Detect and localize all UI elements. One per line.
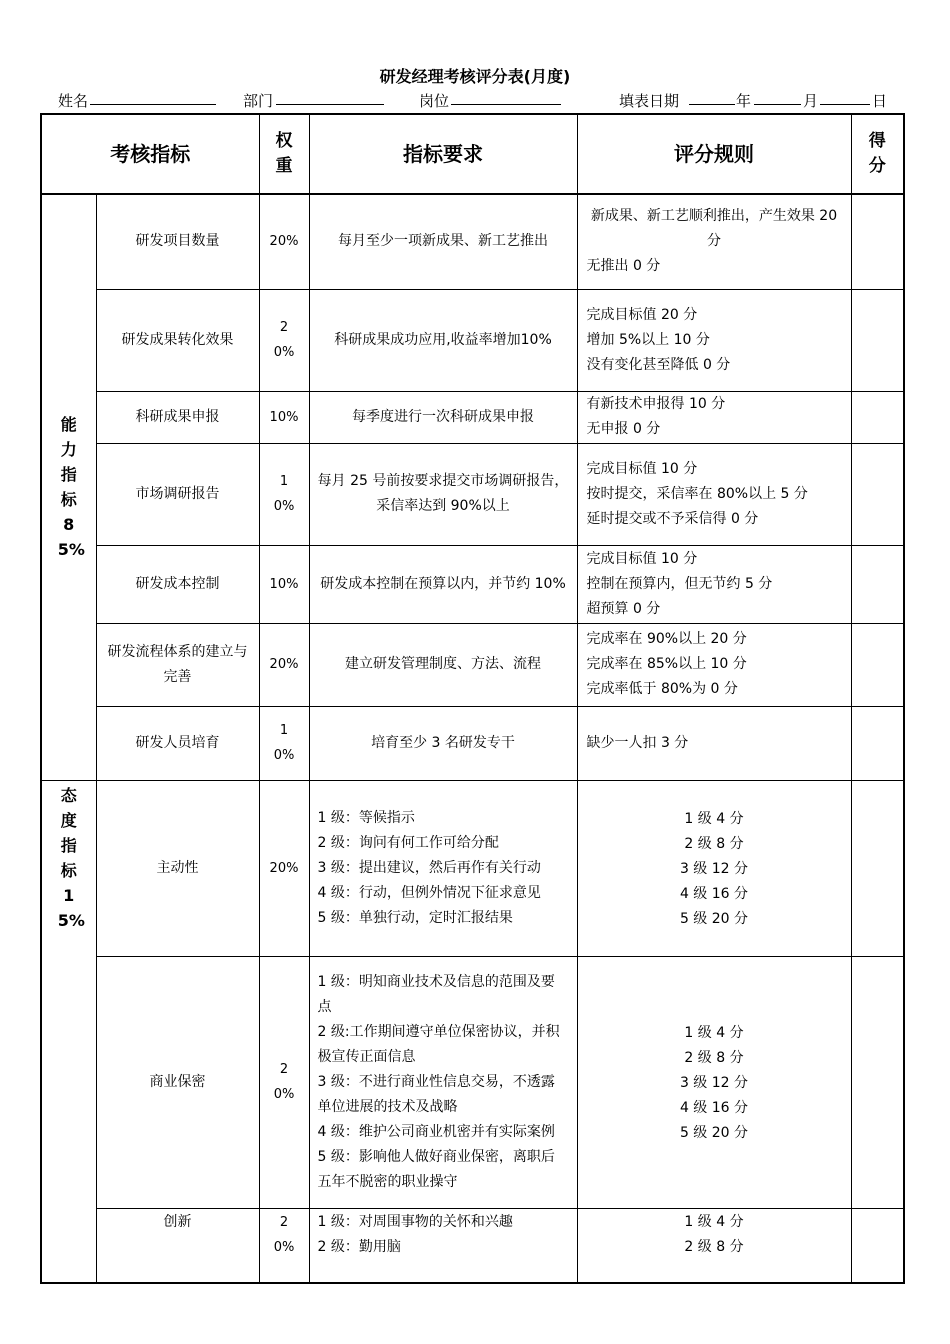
weight-cell: 20%	[259, 194, 309, 289]
requirement-cell	[309, 780, 577, 956]
rule-line: 2 级 8 分	[684, 1238, 744, 1255]
indicator-name: 研发人员培育	[96, 706, 259, 780]
level-line: 4 级：维护公司商业机密并有实际案例	[317, 1123, 555, 1140]
rule-line: 4 级 16 分	[679, 1099, 749, 1116]
table-row	[41, 545, 904, 623]
date-label: 填表日期	[619, 92, 680, 110]
table-row	[41, 391, 904, 443]
score-cell[interactable]	[851, 289, 904, 391]
year-label: 年	[736, 92, 752, 110]
header-indicator: 考核指标	[41, 114, 259, 194]
level-line: 4 级：行动，但例外情况下征求意见	[317, 884, 541, 901]
score-cell[interactable]	[851, 623, 904, 706]
weight-cell: 10%	[259, 443, 309, 545]
dept-field[interactable]	[276, 90, 384, 105]
requirement-cell	[309, 1208, 577, 1283]
rule-cell	[577, 391, 851, 443]
level-line: 3 级：不进行商业性信息交易，不透露单位进展的技术及战略	[317, 1073, 555, 1115]
requirement-cell	[309, 956, 577, 1208]
rule-line: 2 级 8 分	[684, 835, 744, 852]
evaluation-table	[40, 113, 905, 1284]
requirement-cell: 科研成果成功应用,收益率增加10%	[309, 289, 577, 391]
rule-cell	[577, 780, 851, 956]
post-label: 岗位	[419, 92, 450, 110]
table-row	[41, 443, 904, 545]
header-requirement: 指标要求	[309, 114, 577, 194]
rule-line: 完成率在 90%以上 20 分	[586, 631, 747, 647]
rule-line: 5 级 20 分	[679, 910, 749, 927]
rule-line: 5 级 20 分	[679, 1124, 749, 1141]
table-row	[41, 706, 904, 780]
rule-line: 没有变化甚至降低 0 分	[586, 356, 731, 373]
rule-line: 1 级 4 分	[684, 1024, 744, 1041]
rule-line: 1 级 4 分	[684, 1213, 744, 1230]
indicator-name: 创新	[96, 1208, 259, 1283]
rule-line: 增加 5%以上 10 分	[586, 331, 710, 348]
weight-cell: 20%	[259, 780, 309, 956]
day-label: 日	[872, 92, 888, 110]
rule-line: 完成目标值 20 分	[586, 306, 698, 323]
rule-line: 控制在预算内，但无节约 5 分	[586, 575, 773, 592]
table-row	[41, 956, 904, 1208]
requirement-cell: 每月 25 号前按要求提交市场调研报告，采信率达到 90%以上	[309, 443, 577, 545]
header-weight: 权重	[259, 114, 309, 194]
score-cell[interactable]	[851, 391, 904, 443]
month-label: 月	[803, 92, 819, 110]
header-score: 得分	[851, 114, 904, 194]
rule-line: 4 级 16 分	[679, 885, 749, 902]
rule-cell	[577, 956, 851, 1208]
rule-line: 按时提交，采信率在 80%以上 5 分	[586, 485, 808, 502]
level-line: 2 级:工作期间遵守单位保密协议，并积极宣传正面信息	[317, 1023, 560, 1065]
score-cell[interactable]	[851, 443, 904, 545]
rule-cell	[577, 443, 851, 545]
level-line: 5 级：单独行动，定时汇报结果	[317, 909, 513, 926]
score-cell[interactable]	[851, 706, 904, 780]
rule-line: 完成目标值 10 分	[586, 550, 698, 567]
rule-cell	[577, 623, 851, 706]
rule-line: 3 级 12 分	[679, 860, 749, 877]
month-field[interactable]	[754, 90, 801, 105]
weight-cell: 10%	[259, 545, 309, 623]
rule-line: 新成果、新工艺顺利推出，产生效果 20 分	[590, 208, 838, 250]
post-field[interactable]	[451, 90, 561, 105]
rule-line: 超预算 0 分	[586, 600, 661, 617]
indicator-name: 研发成果转化效果	[96, 289, 259, 391]
rule-line: 延时提交或不予采信得 0 分	[586, 510, 759, 527]
level-line: 1 级：明知商业技术及信息的范围及要点	[317, 973, 555, 1015]
rule-line: 完成率低于 80%为 0 分	[586, 681, 738, 697]
level-line: 2 级：勤用脑	[317, 1238, 401, 1255]
requirement-cell: 每季度进行一次科研成果申报	[309, 391, 577, 443]
weight-cell: 10%	[259, 391, 309, 443]
indicator-name: 市场调研报告	[96, 443, 259, 545]
score-cell[interactable]	[851, 780, 904, 956]
table-row	[41, 1208, 904, 1283]
level-line: 3 级：提出建议，然后再作有关行动	[317, 859, 541, 876]
table-row	[41, 194, 904, 289]
rule-cell	[577, 706, 851, 780]
table-row	[41, 623, 904, 706]
rule-cell	[577, 194, 851, 289]
rule-line: 2 级 8 分	[684, 1049, 744, 1066]
name-label: 姓名	[58, 92, 89, 110]
weight-cell: 20%	[259, 289, 309, 391]
weight-cell: 10%	[259, 706, 309, 780]
score-cell[interactable]	[851, 194, 904, 289]
indicator-name: 科研成果申报	[96, 391, 259, 443]
score-cell[interactable]	[851, 545, 904, 623]
name-field[interactable]	[90, 90, 216, 105]
rule-line: 缺少一人扣 3 分	[586, 734, 689, 751]
indicator-name: 研发项目数量	[96, 194, 259, 289]
table-row	[41, 780, 904, 956]
weight-cell: 20%	[259, 623, 309, 706]
rule-line: 3 级 12 分	[679, 1074, 749, 1091]
level-line: 1 级：等候指示	[317, 809, 415, 826]
level-line: 2 级：询问有何工作可给分配	[317, 834, 499, 851]
day-field[interactable]	[820, 90, 870, 105]
score-cell[interactable]	[851, 1208, 904, 1283]
rule-line: 有新技术申报得 10 分	[586, 396, 726, 412]
rule-line: 1 级 4 分	[684, 810, 744, 827]
rule-line: 无推出 0 分	[586, 258, 661, 275]
indicator-name: 研发成本控制	[96, 545, 259, 623]
table-row	[41, 289, 904, 391]
category-attitude: 态度指标15%	[41, 780, 96, 1283]
rule-line: 完成率在 85%以上 10 分	[586, 656, 747, 672]
dept-label: 部门	[243, 92, 274, 110]
level-line: 1 级：对周围事物的关怀和兴趣	[317, 1213, 513, 1230]
rule-cell	[577, 1208, 851, 1283]
indicator-name: 主动性	[96, 780, 259, 956]
requirement-cell: 建立研发管理制度、方法、流程	[309, 623, 577, 706]
weight-cell: 20%	[259, 956, 309, 1208]
level-line: 5 级：影响他人做好商业保密，离职后五年不脱密的职业操守	[317, 1148, 555, 1190]
table-header-row	[41, 114, 904, 194]
year-field[interactable]	[689, 90, 735, 105]
indicator-name: 研发流程体系的建立与完善	[96, 623, 259, 706]
weight-cell: 20%	[259, 1208, 309, 1283]
rule-line: 完成目标值 10 分	[586, 460, 698, 477]
requirement-cell: 每月至少一项新成果、新工艺推出	[309, 194, 577, 289]
header-rule: 评分规则	[577, 114, 851, 194]
requirement-cell: 培育至少 3 名研发专干	[309, 706, 577, 780]
indicator-name: 商业保密	[96, 956, 259, 1208]
rule-cell	[577, 289, 851, 391]
score-cell[interactable]	[851, 956, 904, 1208]
page-title: 研发经理考核评分表(月度)	[379, 67, 571, 86]
rule-cell	[577, 545, 851, 623]
category-ability: 能力指标85%	[41, 194, 96, 780]
rule-line: 无申报 0 分	[586, 421, 661, 437]
requirement-cell: 研发成本控制在预算以内，并节约 10%	[309, 545, 577, 623]
